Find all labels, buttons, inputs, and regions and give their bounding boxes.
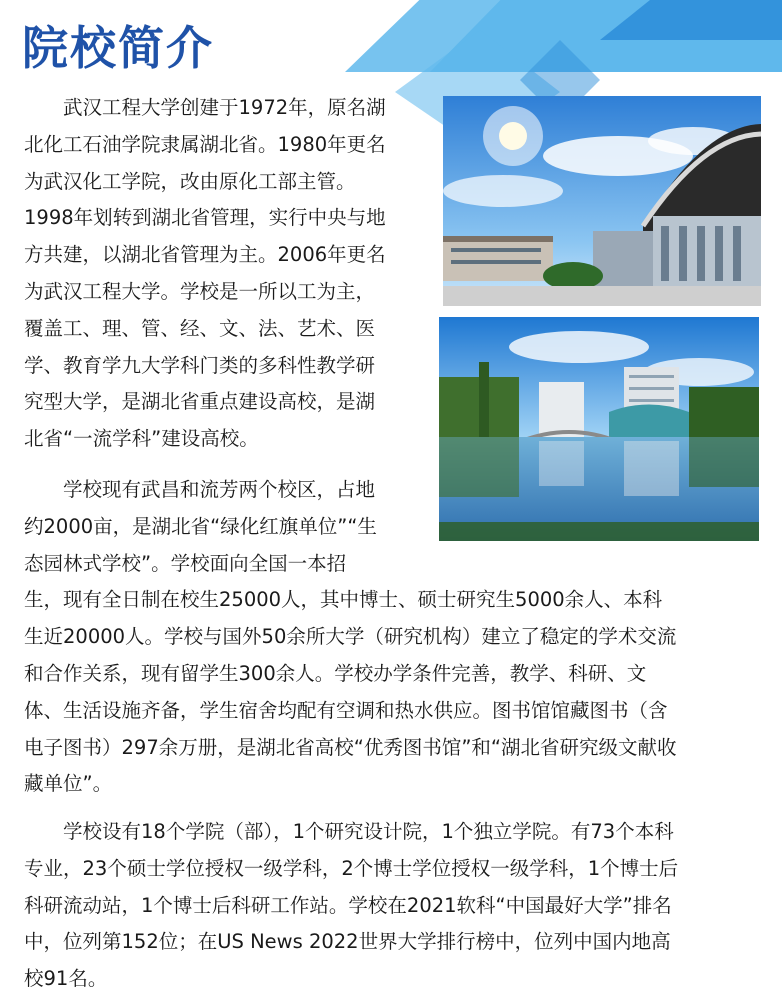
text-line: 约2000亩，是湖北省“绿化红旗单位”“生: [24, 514, 377, 538]
text-line: 北化工石油学院隶属湖北省。1980年更名: [24, 132, 386, 156]
text-line: 学、教育学九大学科门类的多科性教学研: [24, 353, 376, 377]
text-line: 态园林式学校”。学校面向全国一本招: [24, 551, 347, 575]
text-line: 校91名。: [24, 967, 108, 991]
text-line: 中，位列第152位；在US News 2022世界大学排行榜中，位列中国内地高: [24, 930, 671, 954]
text-line: 生，现有全日制在校生25000人，其中博士、硕士研究生5000余人、本科: [24, 588, 663, 612]
text-line: 专业，23个硕士学位授权一级学科，2个博士学位授权一级学科，1个博士后: [24, 856, 679, 880]
text-line: 北省“一流学科”建设高校。: [24, 427, 259, 451]
text-line: 学校现有武昌和流芳两个校区，占地: [63, 478, 376, 501]
text-line: 体、生活设施齐备，学生宿舍均配有空调和热水供应。图书馆馆藏图书（含: [24, 698, 668, 722]
text-line: 学校设有18个学院（部），1个研究设计院，1个独立学院。有73个本科: [63, 820, 674, 843]
text-line: 和合作关系，现有留学生300余人。学校办学条件完善，教学、科研、文: [24, 661, 647, 685]
text-line: 1998年划转到湖北省管理，实行中央与地: [24, 206, 386, 230]
intro-paragraph: [24, 90, 386, 458]
text-line: 为武汉化工学院，改由原化工部主管。: [24, 169, 356, 193]
page-title: 院校简介: [22, 21, 214, 75]
text-line: 电子图书）297余万册，是湖北省高校“优秀图书馆”和“湖北省研究级文献收: [24, 735, 677, 759]
text-line: 为武汉工程大学。学校是一所以工为主，: [24, 279, 376, 303]
campus-stadium-photo: [443, 96, 761, 306]
ranking-paragraph: [24, 814, 678, 998]
text-line: 方共建，以湖北省管理为主。2006年更名: [24, 243, 386, 267]
text-line: 科研流动站，1个博士后科研工作站。学校在2021软科“中国最好大学”排名: [24, 893, 672, 917]
text-line: 生近20000人。学校与国外50余所大学（研究机构）建立了稳定的学术交流: [24, 625, 677, 649]
text-line: 藏单位”。: [24, 772, 113, 796]
campus-paragraph: [24, 472, 677, 803]
text-line: 武汉工程大学创建于1972年，原名湖: [63, 96, 386, 119]
text-line: 覆盖工、理、管、经、文、法、艺术、医: [24, 316, 376, 340]
text-line: 究型大学，是湖北省重点建设高校，是湖: [24, 390, 376, 414]
